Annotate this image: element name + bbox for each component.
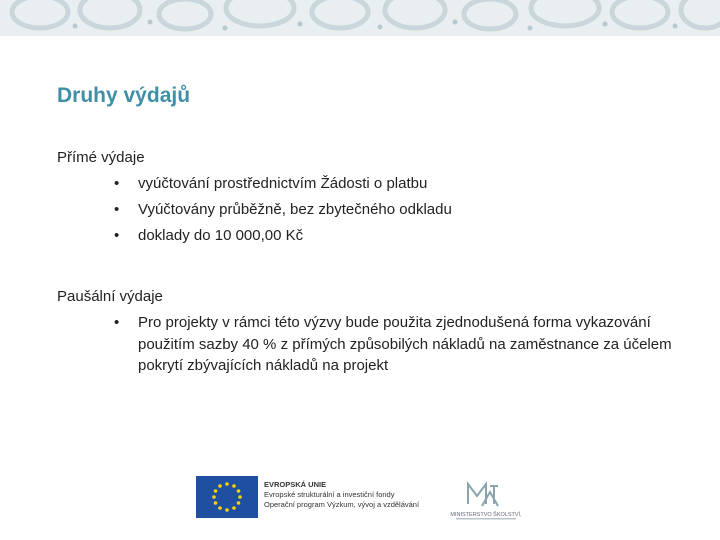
eu-flag-icon — [196, 476, 258, 518]
bullet-list — [57, 171, 697, 249]
bullet-icon: • — [114, 314, 120, 331]
list-item — [57, 171, 697, 197]
section-direct-expenses — [57, 145, 697, 249]
list-item — [57, 310, 697, 377]
header-decoration — [0, 0, 720, 36]
list-item — [57, 223, 697, 249]
section-flat-rate-expenses — [57, 284, 697, 377]
header-pattern — [0, 0, 720, 36]
eu-program: Operační program Výzkum, vývoj a vzdělávání — [264, 500, 420, 509]
eu-logo-text — [264, 480, 419, 510]
section-heading: Přímé výdaje — [57, 149, 145, 166]
list-item-text: Pro projekty v rámci této výzvy bude použita zjednodušená forma vykazování použitím sazby 40 % z přímých způsobilých nákladů na zaměstnance za účelem pokrytí zbývajících nákladů na projekt — [138, 314, 672, 374]
bullet-icon: • — [114, 201, 120, 218]
eu-fund: Evropské strukturální a investiční fondy — [264, 490, 395, 499]
page-title: Druhy výdajů — [57, 84, 191, 107]
list-item-text: doklady do 10 000,00 Kč — [138, 227, 304, 244]
bullet-icon: • — [114, 175, 120, 192]
ministry-name: MINISTERSTVO ŠKOLSTVÍ, — [450, 512, 522, 518]
ministry-logo-icon — [444, 478, 528, 522]
bullet-list — [57, 310, 697, 377]
footer-logos — [196, 476, 536, 522]
eu-name: EVROPSKÁ UNIE — [264, 480, 327, 489]
section-heading: Paušální výdaje — [57, 288, 163, 305]
list-item-text: Vyúčtovány průběžně, bez zbytečného odkladu — [138, 201, 452, 218]
list-item-text: vyúčtování prostřednictvím Žádosti o platbu — [138, 175, 428, 192]
bullet-icon: • — [114, 227, 120, 244]
list-item — [57, 197, 697, 223]
